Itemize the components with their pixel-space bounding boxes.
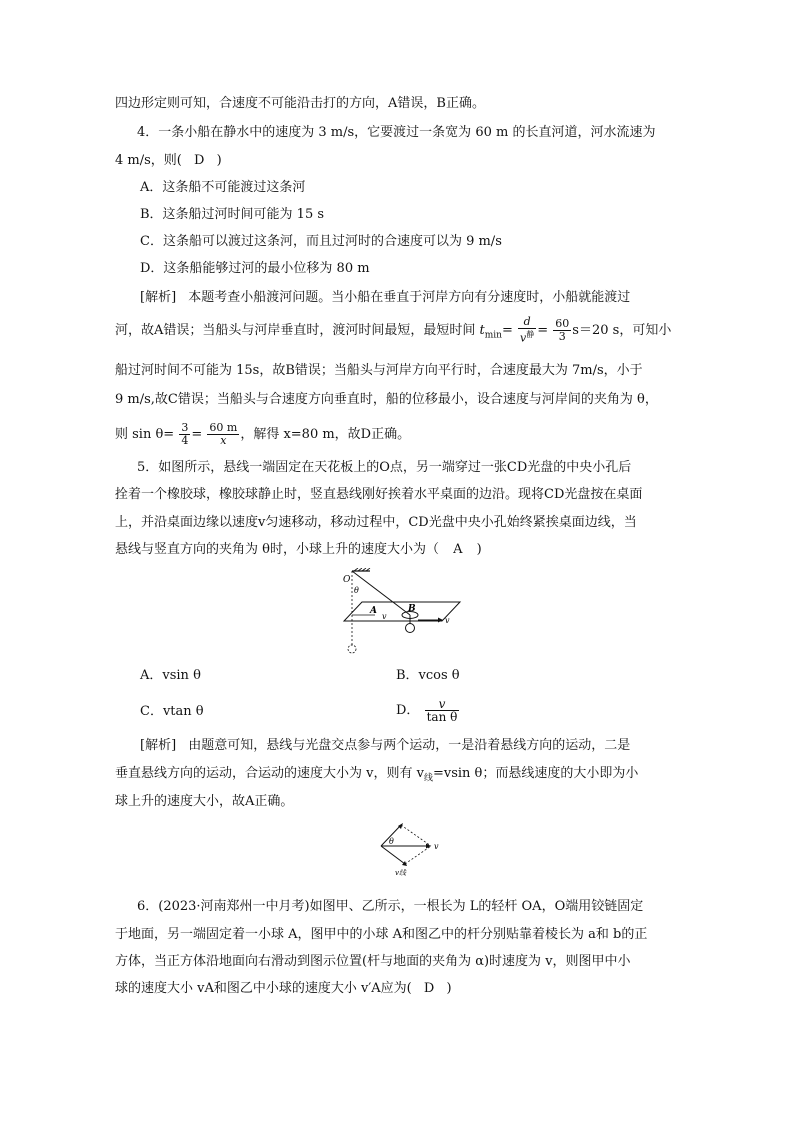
point-a-label: A xyxy=(370,606,377,616)
q4-analysis-text1: 本题考查小船渡河问题。当小船在垂直于河岸方向有分速度时，小船就能渡过 xyxy=(188,290,631,305)
q5-option-c: C．vtan θ xyxy=(140,704,204,719)
q4-frac-3-over-4 xyxy=(179,422,190,447)
q4-frac-d-den: v xyxy=(520,331,527,345)
q4-option-a: A．这条船不可能渡过这条河 xyxy=(140,180,306,195)
ball-initial-position xyxy=(348,645,356,653)
velocity-label: v xyxy=(445,616,450,625)
q4-analysis-line4: 9 m/s,故C错误；当船头与合速度方向垂直时，船的位移最小，设合速度与河岸间的夹角为 θ， xyxy=(115,392,658,407)
q5-option-b: B．vcos θ xyxy=(396,668,460,683)
q5-stem-line2: 拴着一个橡胶球，橡胶球静止时，竖直悬线刚好挨着水平桌面的边沿。现将CD光盘按在桌面 xyxy=(115,487,643,502)
q5-stem-line1: 5．如图所示，悬线一端固定在天花板上的O点，另一端穿过一张CD光盘的中央小孔后 xyxy=(137,460,632,475)
q4-a2-eq2: = xyxy=(537,322,549,338)
q5-analysis-line2 xyxy=(115,765,638,788)
q5-option-d-den: tan θ xyxy=(426,710,458,724)
q4-analysis-line1 xyxy=(140,289,630,307)
q4-option-b: B．这条船过河时间可能为 15 s xyxy=(140,207,325,222)
q5-analysis-line3: 球上升的速度大小，故A正确。 xyxy=(115,794,294,809)
q5-figure-pendulum xyxy=(330,568,470,660)
resultant-velocity-label: v xyxy=(434,842,439,851)
string-velocity-label: v线 xyxy=(395,869,406,877)
q5-analysis-line1 xyxy=(140,737,630,755)
q4-a5-post: ，解得 x=80 m，故D正确。 xyxy=(240,427,411,442)
q4-a2-eq: = xyxy=(501,322,513,338)
hanging-string xyxy=(352,571,410,615)
q5-a2-sub: 线 xyxy=(423,773,433,784)
q5-option-d xyxy=(396,698,460,723)
q4-frac-d-num: d xyxy=(523,315,531,328)
q4-analysis-line5 xyxy=(115,422,410,447)
q5-option-a: A．vsin θ xyxy=(140,668,201,683)
q6-stem-line4 xyxy=(115,980,452,998)
q4-a2-sub: min xyxy=(484,330,502,341)
q4-frac-d-over-v xyxy=(518,316,536,345)
q4-a2-t: t xyxy=(479,322,485,338)
q5-answer: A xyxy=(453,542,463,557)
q4-a5-eq: = xyxy=(191,427,203,442)
q4-frac-3-den: 4 xyxy=(181,434,189,447)
q6-stem-line2: 于地面，另一端固定着一小球 A，图甲中的小球 A和图乙中的杆分别贴靠着棱长为 a和 b的正 xyxy=(115,927,648,942)
q4-frac-d-den-sub: 静 xyxy=(526,330,535,339)
q5-option-d-fraction xyxy=(425,698,460,723)
q4-frac-60m-over-x xyxy=(207,422,239,447)
q4-stem-text: 4 m/s，则( xyxy=(115,153,182,168)
q6-paren-close: ) xyxy=(446,981,452,996)
q4-frac-60-num: 60 xyxy=(555,316,570,330)
q4-option-d: D．这条船能够过河的最小位移为 80 m xyxy=(140,261,370,276)
q4-frac-60-den: 3 xyxy=(558,329,566,343)
q5-stem-line4 xyxy=(115,541,482,559)
q4-analysis-tag: [解析] xyxy=(140,290,177,305)
q4-analysis-line2 xyxy=(115,316,671,345)
q6-stem-text: 球的速度大小 vA和图乙中小球的速度大小 v′A应为( xyxy=(115,981,412,996)
q4-stem-line2 xyxy=(115,152,222,170)
q4-paren-close: ) xyxy=(216,153,222,168)
velocity-arrowhead xyxy=(438,618,443,623)
q4-option-c: C．这条船可以渡过这条河，而且过河时的合速度可以为 9 m/s xyxy=(140,234,502,249)
q5-a2-pre: 垂直悬线方向的运动，合运动的速度大小为 v，则有 v xyxy=(115,766,424,781)
q4-stem-line1: 4．一条小船在静水中的速度为 3 m/s，它要渡过一条宽为 60 m 的长直河道，河水流速为 xyxy=(137,125,656,140)
q5-stem-line3: 上，并沿桌面边缘以速度v匀速移动，移动过程中，CD光盘中央小孔始终紧挨桌面边线，当 xyxy=(115,515,637,530)
q5-paren-close: ) xyxy=(476,542,482,557)
q4-a2-post: s＝20 s，可知小 xyxy=(572,322,672,338)
q5-option-d-prefix: D． xyxy=(396,703,420,718)
q4-analysis-line3: 船过河时间不可能为 15s，故B错误；当船头与河岸方向平行时，合速度最大为 7m/s，小于 xyxy=(115,363,643,378)
prev-conclusion: 四边形定则可知，合速度不可能沿击打的方向，A错误，B正确。 xyxy=(115,96,485,111)
point-b-label: B xyxy=(408,604,416,614)
parallelogram-dash-upper xyxy=(401,825,431,846)
q5-stem-text: 悬线与竖直方向的夹角为 θ时，小球上升的速度大小为（ xyxy=(115,542,439,557)
q4-a5-pre: 则 sin θ= xyxy=(115,427,175,442)
q6-answer: D xyxy=(423,981,435,996)
q4-frac-60m-num: 60 m xyxy=(209,421,238,434)
q4-a2-pre: 河，故A错误；当船头与河岸垂直时，渡河时间最短，最短时间 xyxy=(115,322,476,338)
q6-stem-line3: 方体，当正方体沿地面向右滑动到图示位置(杆与地面的夹角为 α)时速度为 v，则图甲中小 xyxy=(115,954,631,969)
q6-stem-line1: 6．(2023·河南郑州一中月考)如图甲、乙所示，一根长为 L的轻杆 OA，O端用铰链固定 xyxy=(137,899,644,914)
decomp-theta-label: θ xyxy=(389,837,394,846)
q5-a2-post: =vsin θ；而悬线速度的大小即为小 xyxy=(432,766,639,781)
velocity-label-small: v xyxy=(382,612,387,621)
q4-frac-60-over-3 xyxy=(553,318,571,343)
q4-frac-3-num: 3 xyxy=(181,421,189,434)
point-o-label: O xyxy=(343,575,351,585)
theta-label: θ xyxy=(354,586,359,595)
q4-answer: D xyxy=(194,153,205,168)
q5-figure-velocity-decomposition xyxy=(378,820,448,878)
parallelogram-dash-lower xyxy=(405,846,431,864)
table-surface xyxy=(344,602,460,621)
component-string-arrow xyxy=(381,846,405,864)
q4-frac-x-den: x xyxy=(220,434,227,447)
q5-analysis-tag: [解析] xyxy=(140,738,177,753)
rubber-ball xyxy=(406,624,415,633)
q5-analysis-text1: 由题意可知，悬线与光盘交点参与两个运动，一是沿着悬线方向的运动，二是 xyxy=(188,738,631,753)
q5-option-d-num: v xyxy=(438,697,446,711)
